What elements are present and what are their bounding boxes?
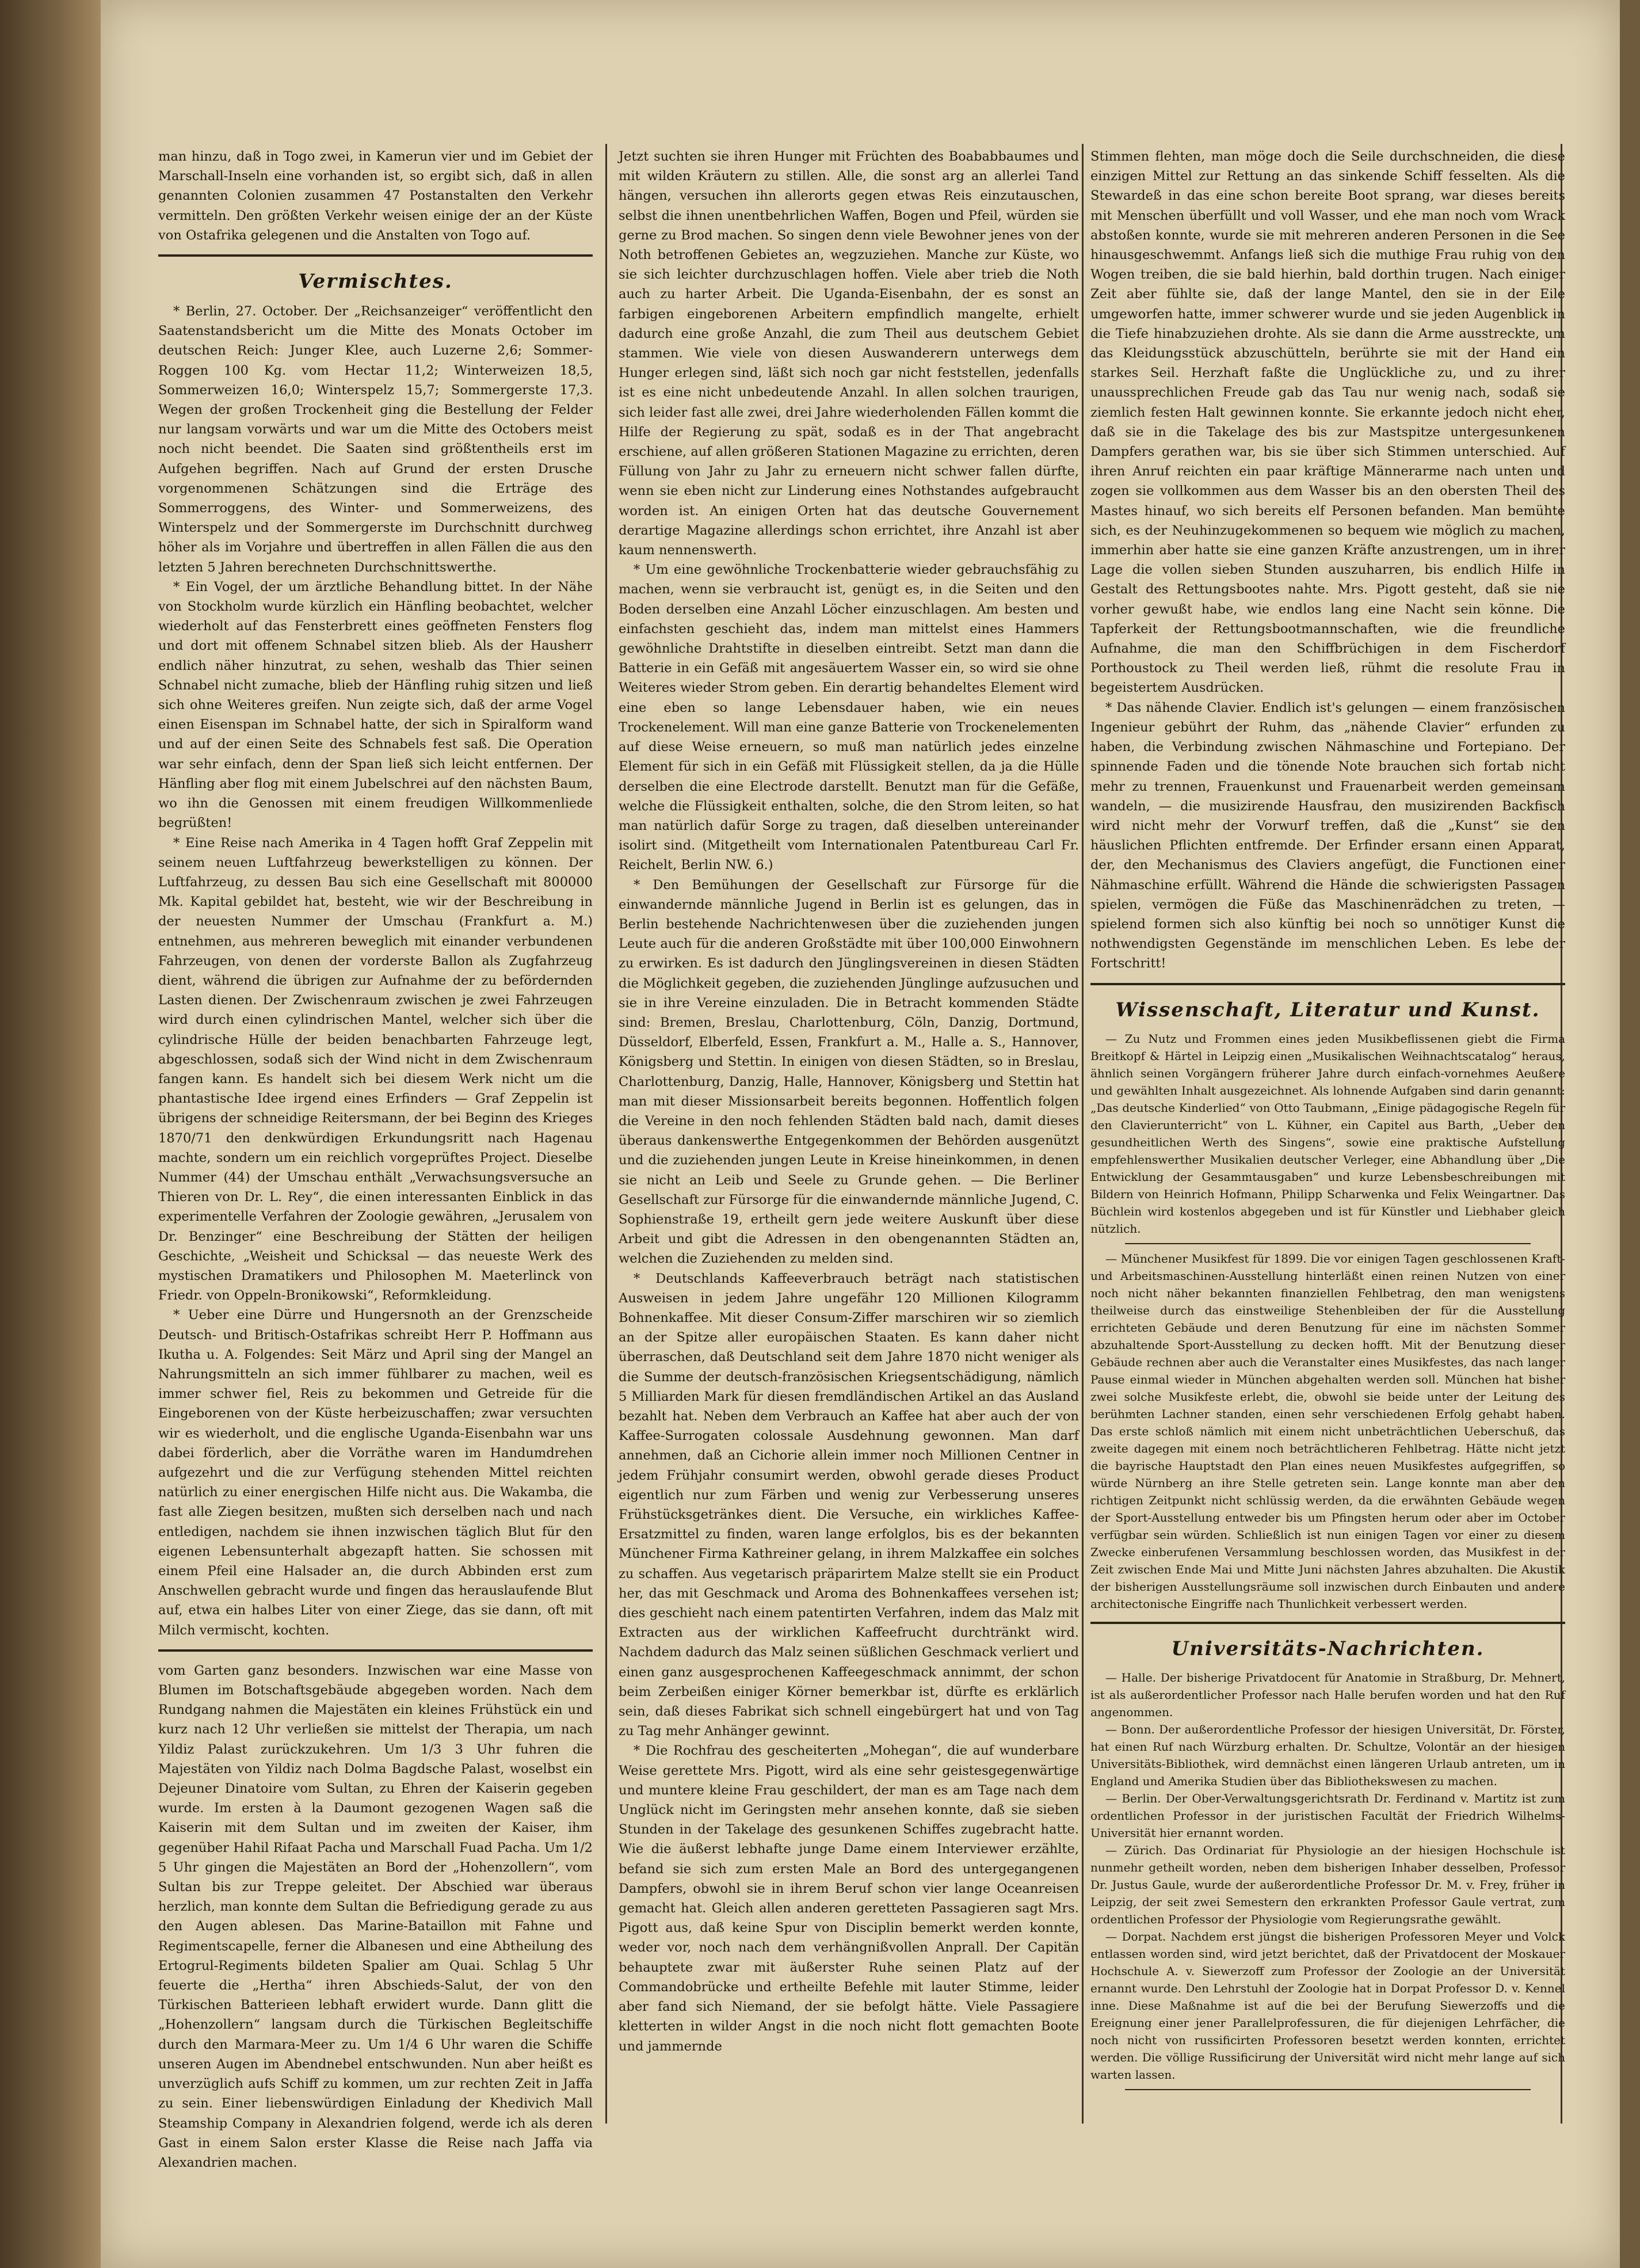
section-divider <box>158 254 593 257</box>
article-weihnachtscatalog: — Zu Nutz und Frommen eines jeden Musikbeflissenen giebt die Firma Breitkopf & Härtel in Leipzig einen „Musikalischen Weihnachtscatalog“ heraus, ähnlich seinen Vorgängern früherer Jahre durch einfach-vornehmes Aeußere und gewählten Inhalt ausgezeichnet. Als lohnende Aufgaben sind darin genannt: „Das deutsche Kinderlied“ von Otto Taubmann, „Einige pädagogische Regeln für den Clavierunterricht“ von L. Kühner, ein Capitel aus Barth, „Ueber den gesundheitlichen Werth des Singens“, sowie eine praktische Aufstellung empfehlenswerther Musikalien deutscher Verleger, eine Abhandlung über „Die Entwicklung der Gesammtausgaben“ und kurze Lebensbeschreibungen mit Bildern von Heinrich Hofmann, Philipp Scharwenka und Felix Weingartner. Das Büchlein wird kostenlos abgegeben und ist für Künstler und Liebhaber gleich nützlich. <box>1090 1031 1565 1236</box>
column-rule <box>1082 144 1084 2124</box>
article-musikfest: — Münchener Musikfest für 1899. Die vor einigen Tagen geschlossenen Kraft- und Arbeitsmaschinen-Ausstellung hinterläßt einen reinen Nutzen von einer noch nicht näher bekannten finanziellen Fehlbetrag, den man wenigstens theilweise durch das einstweilige Stehenbleiben der für die Ausstellung errichteten Gebäude und deren Benutzung für eine im nächsten Sommer abzuhaltende Sport-Ausstellung zu decken hofft. Mit der Benutzung dieser Gebäude rechnen aber auch die Veranstalter eines Musikfestes, das nach langer Pause einmal wieder in München abgehalten werden soll. München hat bisher zwei solche Musikfeste erlebt, die, obwohl sie beide unter der Leitung des berühmten Lachner standen, einen sehr verschiedenen Erfolg gehabt haben. Das erste schloß nämlich mit einem nicht unbeträchtlichen Ueberschuß, das zweite dagegen mit einem noch beträchtlicheren Fehlbetrag. Hätte nicht jetzt die bayrische Hauptstadt den Plan eines neuen Musikfestes aufgegriffen, so würde Nürnberg an ihre Stelle getreten sein. Lange konnte man aber den richtigen Zeitpunkt nicht schlüssig werden, da die erwähnten Gebäude wegen der Sport-Ausstellung entweder bis um Pfingsten herum oder aber im October verfügbar sein würden. Schließlich ist nun einigen Tagen vor einer zu diesem Zwecke einberufenen Versammlung beschlossen worden, das Musikfest in der Zeit zwischen Ende Mai und Mitte Juni nächsten Jahres abzuhalten. Die Akustik der bisherigen Ausstellungsräume soll inzwischen durch Einbauten und andere architectonische Eingriffe nach Thunlichkeit verbessert werden. <box>1090 1251 1565 1611</box>
intro-text: man hinzu, daß in Togo zwei, in Kamerun vier und im Gebiet der Marschall-Inseln eine vorhanden ist, so ergibt sich, daß in allen genannten Colonien zusammen 47 Postanstalten den Verkehr vermitteln. Den größten Verkehr weisen einige der an der Küste von Ostafrika gelegenen und die Anstalten von Togo auf. <box>158 149 593 243</box>
article-fuersorge: * Den Bemühungen der Gesellschaft zur Fürsorge für die einwandernde männliche Jugend in Berlin ist es gelungen, das in Berlin bestehende Nachrichtenwesen über die zuziehenden jungen Leute auch für die anderen Großstädte mit über 100,000 Einwohnern zu erwirken. Es ist dadurch den Jünglingsvereinen in diesen Städten die Möglichkeit gegeben, die zuziehenden Jünglinge aufzusuchen und sie in ihre Vereine einzuladen. Die in Betracht kommenden Städte sind: Bremen, Breslau, Charlottenburg, Cöln, Danzig, Dortmund, Düsseldorf, Elberfeld, Essen, Frankfurt a. M., Halle a. S., Hannover, Königsberg und Stettin. In einigen von diesen Städten, so in Breslau, Charlottenburg, Danzig, Halle, Hannover, Königsberg und Stettin hat man mit dieser Missionsarbeit bereits begonnen. Hoffentlich folgen die Vereine in den noch fehlenden Städten bald nach, damit dieses überaus dankenswerthe Entgegenkommen der Behörden ausgenützt und die zuziehenden jungen Leute in Kreise hineinkommen, in denen sie nicht an Leib und Seele zu Grunde gehen. — Die Berliner Gesellschaft zur Fürsorge für die einwandernde männliche Jugend, C. Sophienstraße 19, ertheilt gern jede weitere Auskunft über diese Arbeit und gibt die Adressen in den obengenannten Städten an, welchen die Zuziehenden zu melden sind. <box>619 877 1079 1267</box>
section-heading-vermischtes: Vermischtes. <box>298 270 453 293</box>
column-3 <box>1090 147 1565 2161</box>
article-divider <box>1125 1243 1531 1244</box>
article-zeppelin: * Eine Reise nach Amerika in 4 Tagen hofft Graf Zeppelin mit seinem neuen Luftfahrzeug bewerkstelligen zu können. Der Luftfahrzeug, zu dessen Bau sich eine Gesellschaft mit 800000 Mk. Kapital gebildet hat, besteht, wie wir der Beschreibung in der neuesten Nummer der Umschau (Frankfurt a. M.) entnehmen, aus mehreren beweglich mit einander verbundenen Fahrzeugen, von denen der vorderste Ballon als Zugfahrzeug dient, während die übrigen zur Aufnahme der zu befördernden Lasten dienen. Der Zwischenraum zwischen je zwei Fahrzeugen wird durch einen cylindrischen Mantel, welcher sich über die cylindrische Hülle der beiden benachbarten Fahrzeuge legt, abgeschlossen, sodaß sich der Wind nicht in dem Zwischenraum fangen kann. Es handelt sich bei diesem Werk nicht um die phantastische Idee irgend eines Erfinders — Graf Zeppelin ist übrigens der schneidige Reitersmann, der bei Beginn des Krieges 1870/71 den denkwürdigen Erkundungsritt nach Hagenau machte, sondern um ein reichlich vorgeprüftes Project. Dieselbe Nummer (44) der Umschau enthält „Verwachsungsversuche an Thieren von Dr. L. Rey“, die einen interessanten Einblick in das experimentelle Verfahren der Zoologie gewähren, „Jerusalem von Dr. Benzinger“ eine Beschreibung der Stätten der heiligen Geschichte, „Weisheit und Schicksal — das neueste Werk des mystischen Dramatikers und Philosophen M. Maeterlinck von Friedr. von Oppeln-Bronikowski“, Reformkleidung. <box>158 835 593 1303</box>
news-zuerich: — Zürich. Das Ordinariat für Physiologie an der hiesigen Hochschule ist nunmehr getheilt worden, neben dem bisherigen Inhaber desselben, Professor Dr. Justus Gaule, wurde der außerordentliche Professor Dr. M. v. Frey, früher in Leipzig, der seit zwei Semestern den erkrankten Professor Gaule vertrat, zum ordentlichen Professor der Physiologie vom Regierungsrathe gewählt. <box>1090 1843 1565 1926</box>
news-berlin: — Berlin. Der Ober-Verwaltungsgerichtsrath Dr. Ferdinand v. Martitz ist zum ordentlichen Professor in der juristischen Facultät der Friedrich Wilhelms-Universität hier ernannt worden. <box>1090 1791 1565 1840</box>
book-spine <box>0 0 101 2268</box>
article-ostafrika-cont: Jetzt suchten sie ihren Hunger mit Früchten des Boababbaumes und mit wilden Kräutern zu stillen. Alle, die sonst arg an allerlei Tand hängen, versuchen ihn allerorts gegen etwas Reis einzutauschen, selbst die ihnen unentbehrlichen Waffen, Bogen und Pfeil, würden sie gerne zu Brod machen. So singen denn viele Bewohner jenes von der Noth betroffenen Gebietes an, wegzuziehen. Manche zur Küste, wo sie sich leichter durchzuschlagen hoffen. Viele aber trieb die Noth auch zu harter Arbeit. Die Uganda-Eisenbahn, der es sonst an farbigen eingeborenen Arbeitern empfindlich mangelte, erhielt dadurch eine große Anzahl, die zum Theil aus deutschem Gebiet stammen. Wie viele von diesen Auswanderern unterwegs dem Hunger erlegen sind, läßt sich noch gar nicht feststellen, jedenfalls ist es eine nicht unbedeutende Anzahl. In allen solchen traurigen, sich leider fast alle zwei, drei Jahre wiederholenden Fällen kommt die Hilfe der Regierung zu spät, sodaß es in der That angebracht erschiene, auf allen größeren Stationen Magazine zu errichten, deren Füllung von Jahr zu Jahr zu erneuern nicht schwer fallen dürfte, wenn sie eben nicht zur Linderung eines Nothstandes aufgebraucht worden ist. An einigen Orten hat das deutsche Gouvernement derartige Magazine allerdings schon errichtet, ihre Anzahl ist aber kaum nennenswerth. <box>619 149 1079 558</box>
article-mohegan-cont: Stimmen flehten, man möge doch die Seile durchschneiden, die diese einzigen Mittel zur Rettung an das sinkende Schiff fesselten. Als die Stewardeß in das eine schon bereite Boot sprang, war dieses bereits mit Menschen überfüllt und voll Wasser, und ehe man noch vom Wrack abstoßen konnte, wurde sie mit mehreren anderen Personen in die See hinausgeschwemmt. Anfangs ließ sich die muthige Frau ruhig von den Wogen treiben, die sie bald hierhin, bald dorthin trugen. Nach einiger Zeit aber fühlte sie, daß der lange Mantel, den sie in der Eile umgeworfen hatte, immer schwerer wurde und sie jeden Augenblick in die Tiefe hinabzuziehen drohte. Als sie dann die Arme ausstreckte, um das Kleidungsstück abzuschütteln, berührte sie mit der Hand ein starkes Seil. Herzhaft faßte die Unglückliche zu, und zu ihrer unaussprechlichen Freude gab das Tau nur wenig nach, sodaß sie ziemlich festen Halt gewinnen konnte. Sie erkannte jedoch nicht eher, daß sie in die Takelage des bis zur Mastspitze untergesunkenen Dampfers gerathen war, bis sie über sich Stimmen unterschied. Auf ihren Anruf reichten ein paar kräftige Männerarme nach unten und zogen sie vollkommen aus dem Wasser bis an den obersten Theil des Mastes hinauf, wo sich bereits elf Personen befanden. Man bemühte sich, es der Neuhinzugekommenen so bequem wie möglich zu machen, immerhin aber hatte sie eine ganzen Kräfte anzustrengen, um in ihrer Lage die vollen sieben Stunden auszuharren, bis endlich Hilfe in Gestalt des Rettungsbootes nahte. Mrs. Pigott gesteht, daß sie nie vorher gewußt habe, wie endlos lang eine Nacht sein könne. Die Tapferkeit der Rettungsbootmannschaften, wie die freundliche Aufnahme, die man den Schiffbrüchigen in dem Fischerdorf Porthoustock zu Theil werden ließ, rühmt die resolute Frau in begeistertem Ausdrücken. <box>1090 149 1565 696</box>
section-heading-wissenschaft: Wissenschaft, Literatur und Kunst. <box>1115 998 1540 1021</box>
section-divider <box>1090 983 1565 985</box>
article-ostafrika: * Ueber eine Dürre und Hungersnoth an der Grenzscheide Deutsch- und Britisch-Ostafrikas schreibt Herr P. Hoffmann aus Ikutha u. A. Folgendes: Seit März und April sing der Mangel an Nahrungsmitteln an sich immer fühlbarer zu machen, weil es immer schwer fiel, Reis zu bekommen und Getreide für die Eingeborenen von der Küste herbeizuschaffen; zwar versuchten wir es wiederholt, und die englische Uganda-Eisenbahn war uns dabei förderlich, aber die Vorräthe waren im Handumdrehen aufgezehrt und die zur Verfügung stehenden Mittel reichten natürlich zu einer energischen Hilfe nicht aus. Die Wakamba, die fast alle Ziegen besitzen, mußten sich derselben nach und nach entledigen, nachdem sie ihnen inzwischen täglich Blut für den eigenen Lebensunterhalt abgezapft hatten. Sie schossen mit einem Pfeil eine Halsader an, die durch Abbinden erst zum Anschwellen gebracht wurde und fingen das herauslaufende Blut auf, etwa ein halbes Liter von einer Ziege, das sie dann, oft mit Milch vermischt, kochten. <box>158 1308 593 1638</box>
section-heading-universitaet: Universitäts-Nachrichten. <box>1171 1637 1485 1660</box>
article-kaffee: * Deutschlands Kaffeeverbrauch beträgt nach statistischen Ausweisen in jedem Jahre ungefähr 120 Millionen Kilogramm Bohnenkaffee. Mit dieser Consum-Ziffer marschiren wir so ziemlich an der Spitze aller europäischen Staaten. Es kann daher nicht überraschen, daß Deutschland seit dem Jahre 1870 nicht weniger als die Summe der deutsch-französischen Kriegsentschädigung, nämlich 5 Milliarden Mark für diesen fremdländischen Artikel an das Ausland bezahlt hat. Neben dem Verbrauch an Kaffee hat aber auch der von Kaffee-Surrogaten colossale Ausdehnung gewonnen. Man darf annehmen, daß an Cichorie allein immer noch Millionen Centner in jedem Frühjahr consumirt werden, obwohl gerade dieses Product eigentlich nur zum Färben und wenig zur Verbesserung unseres Frühstücksgetränkes dient. Die Versuche, ein wirkliches Kaffee-Ersatzmittel zu finden, waren lange erfolglos, bis es der bekannten Münchener Firma Kathreiner gelang, in ihrem Malzkaffee ein solches zu schaffen. Aus vegetarisch präparirtem Malze stellt sie ein Product her, das mit Geschmack und Aroma des Bohnenkaffees versehen ist; dies geschieht nach einem patentirten Verfahren, indem das Malz mit Extracten aus der wirklichen Kaffeefrucht durchtränkt wird. Nachdem dadurch das Malz seinen süßlichen Geschmack verliert und einen ganz ausgesprochenen Kaffeegeschmack annimmt, der schon beim Zerbeißen einiger Körner bemerkbar ist, dürfte es erklärlich sein, daß dieses Fabrikat sich schnell eingebürgert hat und von Tag zu Tag mehr Anhänger gewinnt. <box>619 1271 1079 1739</box>
column-2 <box>619 147 1079 2161</box>
column-1 <box>158 147 593 2170</box>
article-divider <box>1125 2089 1531 2090</box>
article-trockenbatterie: * Um eine gewöhnliche Trockenbatterie wieder gebrauchsfähig zu machen, wenn sie verbraucht ist, genügt es, in die Seiten und den Boden derselben eine Anzahl Löcher einzuschlagen. Am besten und einfachsten geschieht das, indem man mittelst eines Hammers gewöhnliche Drahtstifte in dieselben eintreibt. Setzt man dann die Batterie in ein Gefäß mit angesäuertem Wasser ein, so wird sie ohne Weiteres wieder Strom geben. Ein derartig behandeltes Element wird eine eben so lange Lebensdauer haben, wie ein neues Trockenelement. Will man eine ganze Batterie von Trockenelementen auf diese Weise erneuern, so muß man natürlich jedes einzelne Element für sich in ein Gefäß mit Flüssigkeit stellen, da ja die Hülle derselben die eine Electrode darstellt. Benutzt man für die Gefäße, welche die Flüssigkeit enthalten, solche, die den Strom leiten, so hat man natürlich dafür Sorge zu tragen, daß dieselben untereinander isolirt sind. (Mitgetheilt vom Internationalen Patentbureau Carl Fr. Reichelt, Berlin NW. 6.) <box>619 562 1079 873</box>
news-halle: — Halle. Der bisherige Privatdocent für Anatomie in Straßburg, Dr. Mehnert, ist als außerordentlicher Professor nach Halle berufen worden und hat den Ruf angenommen. <box>1090 1670 1565 1719</box>
column-rule <box>605 144 607 2124</box>
news-bonn: — Bonn. Der außerordentliche Professor der hiesigen Universität, Dr. Förster, hat einen Ruf nach Würzburg erhalten. Dr. Schultze, Volontär an der hiesigen Universitäts-Bibliothek, wird demnächst einen längeren Urlaub antreten, um in England und Amerika Studien über das Bibliothekswesen zu machen. <box>1090 1722 1565 1788</box>
article-kaiserreise: vom Garten ganz besonders. Inzwischen war eine Masse von Blumen im Botschaftsgebäude abgegeben worden. Nach dem Rundgang nahmen die Majestäten ein kleines Frühstück ein und kurz nach 12 Uhr verließen sie mittelst der Therapia, um nach Yildiz Palast zurückzukehren. Um 1/3 3 Uhr fuhren die Majestäten von Yildiz nach Dolma Bagdsche Palast, woselbst ein Dejeuner Dinatoire vom Sultan, zu Ehren der Kaiserin gegeben wurde. Im ersten à la Daumont gezogenen Wagen saß die Kaiserin mit dem Sultan und im zweiten der Kaiser, ihm gegenüber Hahil Rifaat Pacha und Marschall Fuad Pacha. Um 1/2 5 Uhr gingen die Majestäten an Bord der „Hohenzollern“, vom Sultan bis zur Treppe geleitet. Der Abschied war überaus herzlich, man konnte dem Sultan die Befriedigung gerade zu aus den Augen ablesen. Das Marine-Bataillon mit Fahne und Regimentscapelle, ferner die Albanesen und eine Abtheilung des Ertogrul-Regiments bildeten Spalier am Quai. Schlag 5 Uhr feuerte die „Hertha“ ihren Abschieds-Salut, der von den Türkischen Batterieen lebhaft erwidert wurde. Dann glitt die „Hohenzollern“ langsam durch die Türkischen Begleitschiffe durch den Marmara-Meer zu. Um 1/4 6 Uhr waren die Schiffe unseren Augen im Abendnebel entschwunden. Nun aber heißt es unverzüglich aufs Schiff zu kommen, um zur rechten Zeit in Jaffa zu sein. Einer liebenswürdigen Einladung der Khedivich Mall Steamship Company in Alexandrien folgend, werde ich als deren Gast in einem Salon erster Klasse die Reise nach Jaffa via Alexandrien machen. <box>158 1663 593 2170</box>
article-mohegan: * Die Rochfrau des gescheiterten „Mohegan“, die auf wunderbare Weise gerettete Mrs. Pigott, wird als eine sehr geistesgegenwärtige und muntere kleine Frau geschildert, der man es am Tage nach dem Unglück nicht im Geringsten mehr ansehen konnte, daß sie sieben Stunden in der Takelage des gesunkenen Schiffes zugebracht hatte. Wie die äußerst lebhafte junge Dame einem Interviewer erzählte, befand sie sich zum ersten Male an Bord des untergegangenen Dampfers, obwohl sie in ihrem Beruf schon vier lange Oceanreisen gemacht hat. Gleich allen anderen geretteten Passagieren sagt Mrs. Pigott aus, daß keine Spur von Disciplin bemerkt werden konnte, weder vor, noch nach dem verhängnißvollen Anprall. Der Capitän behauptete zwar mit äußerster Ruhe seinen Platz auf der Commandobrücke und ertheilte Befehle mit lauter Stimme, leider aber fand sich Niemand, der sie befolgt hätte. Viele Passagiere kletterten in wilder Angst in die noch nicht flott gemachten Boote und jammernde <box>619 1743 1079 2054</box>
section-divider <box>158 1649 593 1652</box>
article-saatenstand: * Berlin, 27. October. Der „Reichsanzeiger“ veröffentlicht den Saatenstandsbericht um die Mitte des Monats October im deutschen Reich: Junger Klee, auch Luzerne 2,6; Sommer-Roggen 100 Kg. vom Hectar 11,2; Winterweizen 18,5, Sommerweizen 16,0; Winterspelz 15,7; Sommergerste 17,3. Wegen der großen Trockenheit ging die Bestellung der Felder nur langsam vorwärts und war um die Mitte des Octobers meist noch nicht beendet. Die Saaten sind größtentheils erst im Aufgehen begriffen. Nach auf Grund der ersten Drusche vorgenommenen Schätzungen sind die Erträge des Sommerroggens, des Winter- und Sommerweizens, des Winterspelz und der Sommergerste im Durchschnitt durchweg höher als im Vorjahre und übertreffen in allen Fällen die aus den letzten 5 Jahren berechneten Durchschnittswerthe. <box>158 304 593 575</box>
article-vogel: * Ein Vogel, der um ärztliche Behandlung bittet. In der Nähe von Stockholm wurde kürzlich ein Hänfling beobachtet, welcher wiederholt auf das Fensterbrett eines geöffneten Fensters flog und dort mit offenem Schnabel sitzen blieb. Als der Hausherr endlich näher hinzutrat, zu sehen, weshalb das Thier seinen Schnabel nicht zumache, blieb der Hänfling ruhig sitzen und ließ sich ohne Weiteres greifen. Nun zeigte sich, daß der arme Vogel einen Eisenspan im Schnabel hatte, der sich in Spiralform wand und auf der einen Seite des Schnabels fest saß. Die Operation war sehr einfach, denn der Span ließ sich leicht entfernen. Der Hänfling aber flog mit einem Jubelschrei auf den nächsten Baum, wo ihn die Genossen mit einem freudigen Willkommenliede begrüßten! <box>158 579 593 831</box>
news-dorpat: — Dorpat. Nachdem erst jüngst die bisherigen Professoren Meyer und Volck entlassen worden sind, wird jetzt berichtet, daß der Privatdocent der Moskauer Hochschule A. v. Siewerzoff zum Professor der Zoologie an der Universität ernannt wurde. Den Lehrstuhl der Zoologie hat in Dorpat Professor D. v. Kennel inne. Diese Maßnahme ist auf die bei der Berufung Siewerzoffs und die Ereignung einer jener Parallelprofessuren, die für diejenigen Lehrfächer, die noch nicht von russificirten Professoren besetzt werden konnten, errichtet werden. Die völlige Russificirung der Universität wird nicht mehr lange auf sich warten lassen. <box>1090 1929 1565 2082</box>
section-divider <box>1090 1622 1565 1624</box>
article-naehendes-clavier: * Das nähende Clavier. Endlich ist's gelungen — einem französischen Ingenieur gebührt der Ruhm, das „nähende Clavier“ erfunden zu haben, die Verbindung zwischen Nähmaschine und Fortepiano. Der spinnende Faden und die tönende Note brauchen sich fortab nicht mehr zu trennen, Frauenkunst und Frauenarbeit werden gemeinsam wandeln, — die musizirende Hausfrau, den musizirenden Backfisch wird nicht mehr der Vorwurf treffen, daß die „Kunst“ sie den häuslichen Pflichten entfremde. Der Erfinder ersann einen Apparat, der, den Mechanismus des Claviers angefügt, die Functionen einer Nähmaschine erfüllt. Während die Hände die schwierigsten Passagen spielen, vermögen die Füße das Maschinenrädchen zu treten, — spielend formen sich also künftig bei noch so unnötiger Kunst die nothwendigsten Gegenstände im menschlichen Leben. Es lebe der Fortschritt! <box>1090 700 1565 971</box>
